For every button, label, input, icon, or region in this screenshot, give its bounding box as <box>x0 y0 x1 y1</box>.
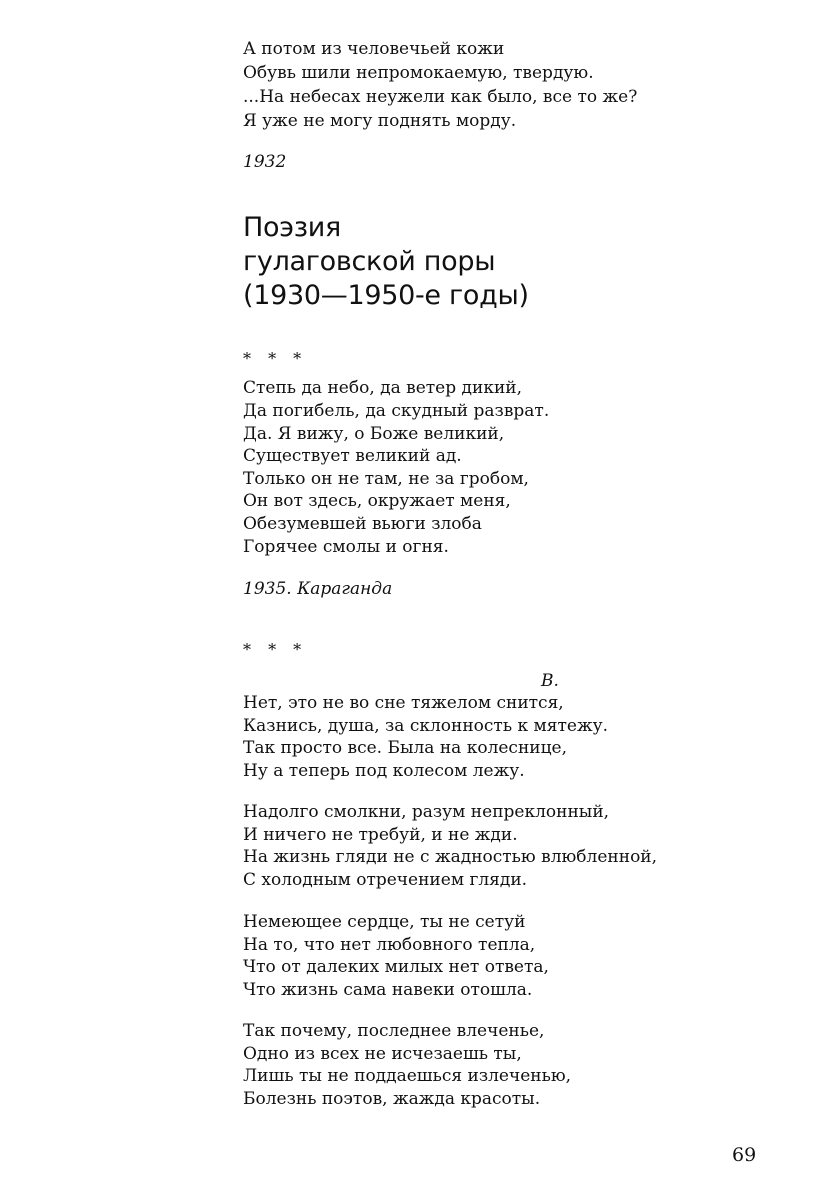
verse-line: Степь да небо, да ветер дикий, <box>243 378 523 398</box>
verse-line: Он вот здесь, окружает меня, <box>243 491 511 511</box>
verse-line: Болезнь поэтов, жажда красоты. <box>243 1089 541 1109</box>
verse-line: И ничего не требуй, и не жди. <box>243 825 518 845</box>
poem-date: 1932 <box>243 152 287 172</box>
verse-line: А потом из человечьей кожи <box>243 39 505 59</box>
verse-line: С холодным отречением гляди. <box>243 870 528 890</box>
verse-line: Только он не там, не за гробом, <box>243 469 529 489</box>
verse-line: Нет, это не во сне тяжелом снится, <box>243 693 564 713</box>
verse-line: Одно из всех не исчезаешь ты, <box>243 1044 522 1064</box>
verse-line: Что жизнь сама навеки отошла. <box>243 980 533 1000</box>
section-title-line: гулаговской поры <box>243 246 496 277</box>
verse-line: Казнись, душа, за склонность к мятежу. <box>243 716 608 736</box>
verse-line: Так просто все. Была на колеснице, <box>243 738 568 758</box>
verse-line: Да погибель, да скудный разврат. <box>243 401 550 421</box>
verse-line: Обезумевшей вьюги злоба <box>243 514 482 534</box>
verse-line: Да. Я вижу, о Боже великий, <box>243 424 505 444</box>
section-title <box>243 211 529 313</box>
section-title-line: Поэзия <box>243 212 341 243</box>
poem-separator: * * * <box>243 640 308 659</box>
verse-line: На то, что нет любовного тепла, <box>243 935 536 955</box>
page-number: 69 <box>732 1144 757 1166</box>
verse-line: На жизнь гляди не с жадностью влюбленной, <box>243 847 658 867</box>
verse-line: Так почему, последнее влеченье, <box>243 1021 545 1041</box>
section-title-line: (1930—1950-е годы) <box>243 280 529 311</box>
verse-line: Существует великий ад. <box>243 446 462 466</box>
verse-line: Что от далеких милых нет ответа, <box>243 957 549 977</box>
poem-date: 1935. Караганда <box>243 579 393 599</box>
verse-line: Горячее смолы и огня. <box>243 537 449 557</box>
poem-dedication: В. <box>541 671 559 691</box>
verse-line: Лишь ты не поддаешься излеченью, <box>243 1066 572 1086</box>
verse-line: Немеющее сердце, ты не сетуй <box>243 912 526 932</box>
verse-line: Я уже не могу поднять морду. <box>243 111 517 131</box>
poem-separator: * * * <box>243 349 308 368</box>
verse-line: Надолго смолкни, разум непреклонный, <box>243 802 610 822</box>
verse-line: ...На небесах неужели как было, все то же? <box>243 87 638 107</box>
verse-line: Обувь шили непромокаемую, твердую. <box>243 63 594 83</box>
verse-line: Ну а теперь под колесом лежу. <box>243 761 525 781</box>
